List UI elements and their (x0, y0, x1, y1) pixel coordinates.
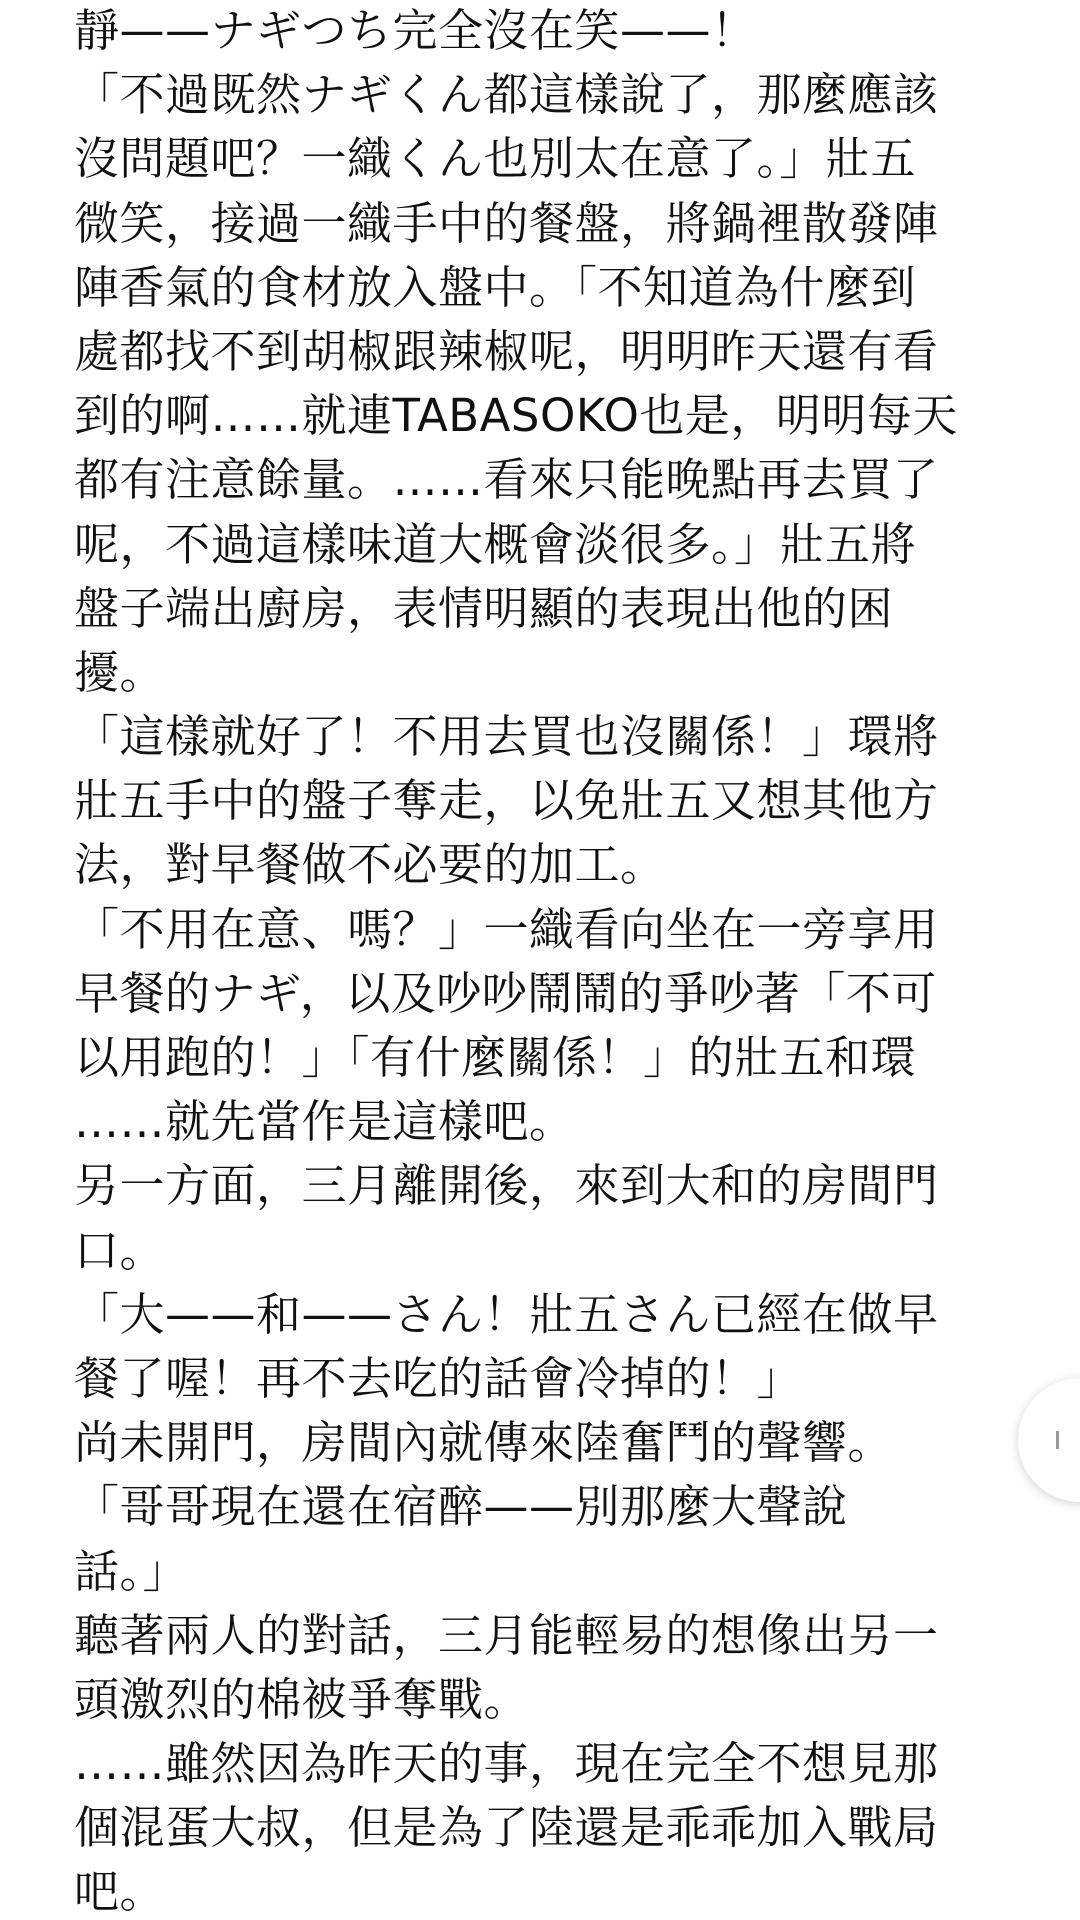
text-line: 「這樣就好了！不用去買也沒關係！」環將 (74, 710, 939, 764)
text-line: 陣香氣的食材放入盤中。「不知道為什麼到 (74, 260, 917, 314)
text-line: 法，對早餐做不必要的加工。 (74, 838, 666, 892)
text-line: 個混蛋大叔，但是為了陸還是乖乖加入戰局 (74, 1801, 939, 1855)
text-line: 處都找不到胡椒跟辣椒呢，明明昨天還有看 (74, 324, 939, 378)
text-line: 早餐的ナギ，以及吵吵鬧鬧的爭吵著「不可 (74, 966, 937, 1020)
text-line: ……就先當作是這樣吧。 (74, 1095, 575, 1149)
text-line: 壯五手中的盤子奪走，以免壯五又想其他方 (74, 774, 939, 828)
text-line: 「大——和——さん！壯五さん已經在做早 (74, 1287, 939, 1341)
text-line: 盤子端出廚房，表情明顯的表現出他的困 (74, 581, 894, 635)
text-line: 呢，不過這樣味道大概會淡很多。」壯五將 (74, 517, 917, 571)
text-line: 「不用在意、嗎？」一織看向坐在一旁享用 (74, 902, 939, 956)
text-line: 另一方面，三月離開後，來到大和的房間門 (74, 1159, 939, 1213)
text-line: 都有注意餘量。……看來只能晚點再去買了 (74, 453, 939, 507)
text-line: 話。」 (74, 1544, 189, 1598)
text-line: 以用跑的！」「有什麼關係！」的壯五和環 (74, 1031, 917, 1084)
text-line: 頭激烈的棉被爭奪戰。 (74, 1672, 530, 1726)
floating-side-button[interactable] (1018, 1378, 1080, 1502)
side-handle-icon (1056, 1431, 1065, 1449)
text-line: 餐了喔！再不去吃的話會冷掉的！」 (74, 1351, 803, 1405)
text-line: 靜——ナギつち完全沒在笑——！ (74, 4, 757, 57)
text-line: 「不過既然ナギくん都這樣說了，那麼應該 (74, 68, 939, 122)
text-line: 聽著兩人的對話，三月能輕易的想像出另一 (74, 1608, 939, 1662)
text-line: 「哥哥現在還在宿醉——別那麼大聲說 (74, 1480, 848, 1534)
text-line: 到的啊……就連TABASOKO也是，明明每天 (74, 389, 958, 443)
text-line: 口。 (74, 1223, 166, 1277)
text-line: 微笑，接過一織手中的餐盤，將鍋裡散發陣 (74, 196, 939, 250)
story-text (74, 0, 1014, 1920)
text-line: ……雖然因為昨天的事，現在完全不想見那 (74, 1737, 939, 1791)
text-line: 沒問題吧？一織くん也別太在意了。」壯五 (74, 132, 917, 186)
text-line: 擾。 (74, 645, 166, 699)
text-line: 尚未開門，房間內就傳來陸奮鬥的聲響。 (74, 1416, 894, 1470)
text-line: 吧。 (74, 1865, 166, 1919)
